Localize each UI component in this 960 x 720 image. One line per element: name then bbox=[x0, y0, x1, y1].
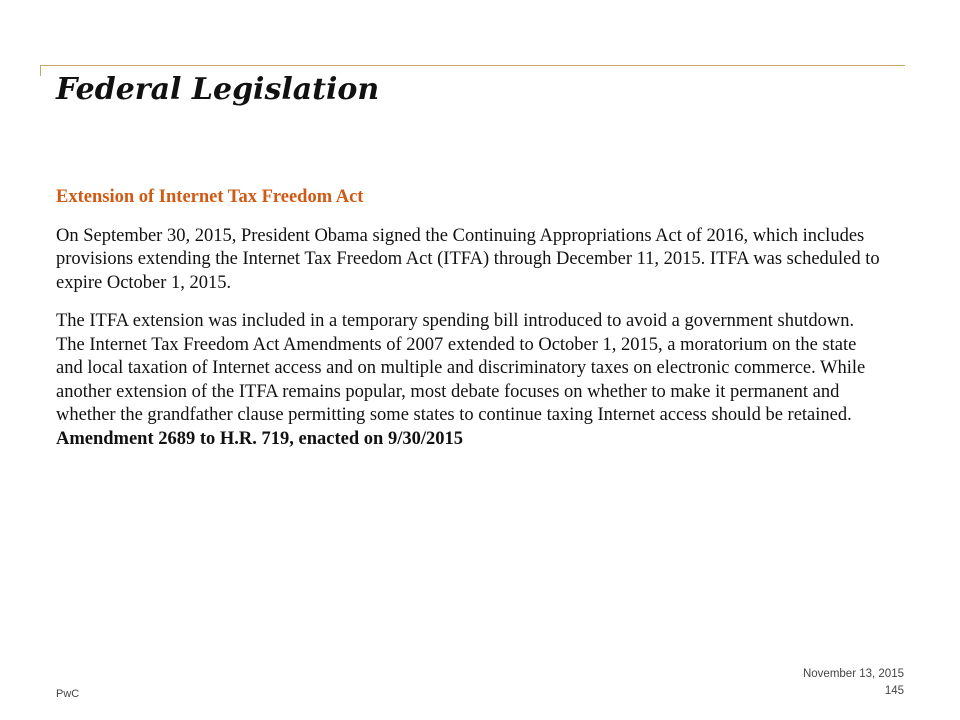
body-paragraph-2-text: The ITFA extension was included in a temporary spending bill introduced to avoid a government shutdown. The Internet Tax Freedom Act Amendments of 2007 extended to October 1, 2015, a moratorium on the state and local taxation of Internet access and on multiple and discriminatory taxes on electronic commerce. While another extension of the ITFA remains popular, most debate focuses on whether to make it permanent and whether the grandfather clause permitting some states to continue taxing Internet access should be retained. bbox=[56, 311, 866, 425]
section-subheading: Extension of Internet Tax Freedom Act bbox=[56, 187, 364, 207]
footer-meta bbox=[803, 666, 904, 700]
page-title: Federal Legislation bbox=[56, 72, 380, 107]
header-rule bbox=[40, 65, 905, 66]
footer-brand: PwC bbox=[56, 688, 80, 700]
page-number: 145 bbox=[884, 685, 904, 697]
slide-body bbox=[56, 186, 886, 466]
footer-date: November 13, 2015 bbox=[802, 668, 904, 680]
header-rule-corner bbox=[40, 65, 41, 76]
body-paragraph-2 bbox=[56, 310, 886, 451]
body-paragraph-1: On September 30, 2015, President Obama signed the Continuing Appropriations Act of 2016, which includes provisions extending the Internet Tax Freedom Act (ITFA) through December 11, 2015. ITFA was scheduled to expire October 1, 2015. bbox=[56, 225, 880, 293]
amendment-reference: Amendment 2689 to H.R. 719, enacted on 9/30/2015 bbox=[56, 428, 463, 449]
